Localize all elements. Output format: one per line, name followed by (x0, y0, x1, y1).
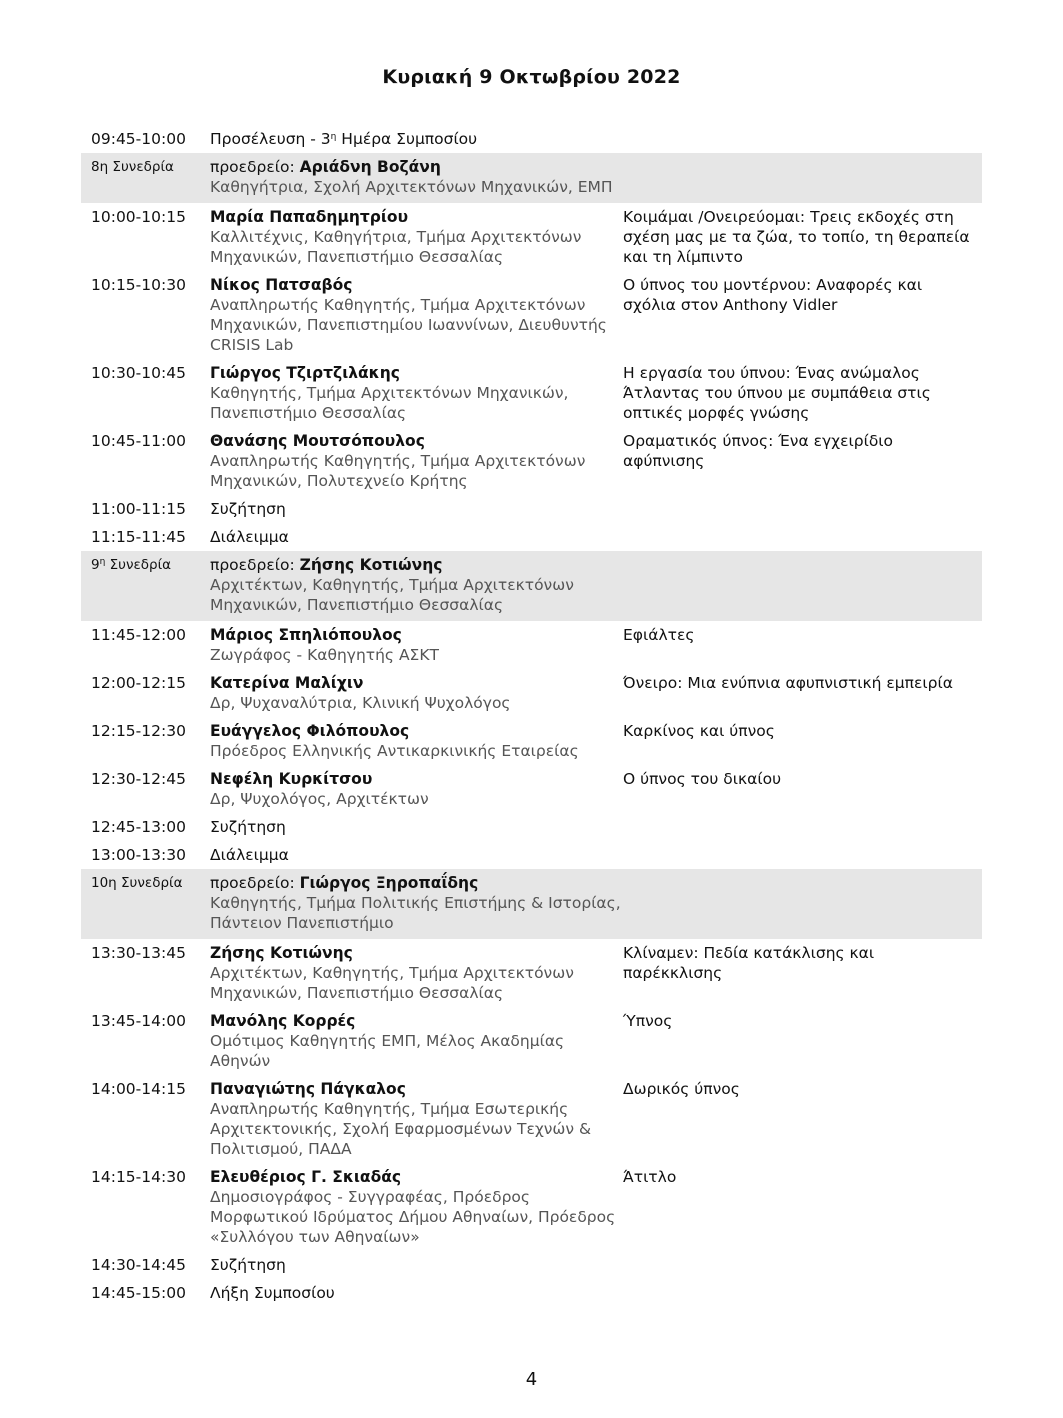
speaker-name: Κατερίνα Μαλίχιν (210, 674, 364, 692)
talk-title: Εφιάλτες (623, 626, 695, 644)
time-slot: 10:30-10:45 (91, 364, 186, 382)
discussion-text: Συζήτηση (210, 500, 286, 518)
schedule-row (81, 669, 982, 717)
schedule-row (81, 621, 982, 669)
schedule-table (81, 125, 982, 1307)
time-slot: 10:15-10:30 (91, 276, 186, 294)
chair-affiliation: Αρχιτέκτων, Καθηγητής, Τμήμα Αρχιτεκτόνων Μηχανικών, Πανεπιστήμιο Θεσσαλίας (210, 576, 574, 614)
speaker (210, 721, 623, 761)
discussion-text: Συζήτηση (210, 1256, 286, 1274)
schedule-row (81, 841, 982, 869)
time-slot: 12:45-13:00 (91, 818, 186, 836)
schedule-row (81, 1007, 982, 1075)
talk-title: Όνειρο: Μια ενύπνια αφυπνιστική εμπειρία (623, 674, 953, 692)
session-label: 10η Συνεδρία (91, 875, 183, 891)
speaker (210, 769, 623, 809)
time-slot: 12:15-12:30 (91, 722, 186, 740)
speaker (210, 1011, 623, 1071)
talk-title: Κλίναμεν: Πεδία κατάκλισης και παρέκκλισης (623, 944, 875, 982)
speaker-name: Θανάσης Μουτσόπουλος (210, 432, 425, 450)
speaker-affiliation: Ζωγράφος - Καθηγητής ΑΣΚΤ (210, 646, 439, 664)
session-chair: προεδρείο: Γιώργος Ξηροπαΐδης Καθηγητής, Τμήμα Πολιτικής Επιστήμης & Ιστορίας, Πάντειον Πανεπιστήμιο (210, 874, 621, 932)
speaker (210, 207, 623, 267)
speaker-name: Νίκος Πατσαβός (210, 276, 353, 294)
time-slot: 11:45-12:00 (91, 626, 186, 644)
speaker-affiliation: Καλλιτέχνις, Καθηγήτρια, Τμήμα Αρχιτεκτόνων Μηχανικών, Πανεπιστήμιο Θεσσαλίας (210, 228, 582, 266)
speaker-name: Μανόλης Κορρές (210, 1012, 356, 1030)
time-slot: 14:00-14:15 (91, 1080, 186, 1098)
session-header-9 (81, 551, 982, 621)
speaker (210, 1167, 623, 1247)
schedule-row (81, 939, 982, 1007)
speaker-name: Ελευθέριος Γ. Σκιαδάς (210, 1168, 402, 1186)
discussion-text: Συζήτηση (210, 818, 286, 836)
schedule-row (81, 765, 982, 813)
schedule-row (81, 1279, 982, 1307)
arrival-text: Προσέλευση - $3^\eta$ Ημέρα Συμποσίου (210, 130, 478, 148)
schedule-row (81, 271, 982, 359)
time-slot: 13:00-13:30 (91, 846, 186, 864)
session-label: 8η Συνεδρία (91, 159, 174, 175)
time-slot: 12:30-12:45 (91, 770, 186, 788)
time-slot: 14:15-14:30 (91, 1168, 186, 1186)
schedule-row (81, 203, 982, 271)
speaker-affiliation: Ομότιμος Καθηγητής ΕΜΠ, Μέλος Ακαδημίας Αθηνών (210, 1032, 565, 1070)
speaker (210, 673, 623, 713)
schedule-row (81, 1251, 982, 1279)
time-slot: 11:00-11:15 (91, 500, 186, 518)
time-slot: 14:30-14:45 (91, 1256, 186, 1274)
talk-title: Ο ύπνος του μοντέρνου: Αναφορές και σχόλια στον Anthony Vidler (623, 276, 923, 314)
time-slot: 11:15-11:45 (91, 528, 186, 546)
time-slot: 10:45-11:00 (91, 432, 186, 450)
time-slot: 13:30-13:45 (91, 944, 186, 962)
speaker-affiliation: Δρ, Ψυχολόγος, Αρχιτέκτων (210, 790, 429, 808)
speaker-affiliation: Αρχιτέκτων, Καθηγητής, Τμήμα Αρχιτεκτόνων Μηχανικών, Πανεπιστήμιο Θεσσαλίας (210, 964, 574, 1002)
session-chair: προεδρείο: Αριάδνη Βοζάνη Καθηγήτρια, Σχολή Αρχιτεκτόνων Μηχανικών, ΕΜΠ (210, 158, 613, 196)
chair-affiliation: Καθηγήτρια, Σχολή Αρχιτεκτόνων Μηχανικών, ΕΜΠ (210, 178, 613, 196)
session-header-10 (81, 869, 982, 939)
speaker-affiliation: Πρόεδρος Ελληνικής Αντικαρκινικής Εταιρείας (210, 742, 579, 760)
schedule-row (81, 495, 982, 523)
time-slot: 09:45-10:00 (91, 130, 186, 148)
page-title: Κυριακή 9 Οκτωβρίου 2022 (382, 66, 681, 88)
speaker-affiliation: Καθηγητής, Τμήμα Αρχιτεκτόνων Μηχανικών, Πανεπιστήμιο Θεσσαλίας (210, 384, 569, 422)
chair-name: Αριάδνη Βοζάνη (299, 158, 441, 176)
session-chair: προεδρείο: Ζήσης Κοτιώνης Αρχιτέκτων, Καθηγητής, Τμήμα Αρχιτεκτόνων Μηχανικών, Πανεπιστήμιο Θεσσαλίας (210, 556, 574, 614)
break-text: Διάλειμμα (210, 846, 289, 864)
time-slot: 14:45-15:00 (91, 1284, 186, 1302)
speaker-affiliation: Αναπληρωτής Καθηγητής, Τμήμα Αρχιτεκτόνων Μηχανικών, Πολυτεχνείο Κρήτης (210, 452, 586, 490)
page-number: 4 (525, 1369, 538, 1390)
speaker (210, 431, 623, 491)
closing-text: Λήξη Συμποσίου (210, 1284, 335, 1302)
speaker-name: Μάριος Σπηλιόπουλος (210, 626, 402, 644)
speaker (210, 363, 623, 423)
chair-name: Ζήσης Κοτιώνης (299, 556, 443, 574)
schedule-row (81, 813, 982, 841)
chair-affiliation: Καθηγητής, Τμήμα Πολιτικής Επιστήμης & Ιστορίας, Πάντειον Πανεπιστήμιο (210, 894, 621, 932)
speaker-affiliation: Δημοσιογράφος - Συγγραφέας, Πρόεδρος Μορφωτικού Ιδρύματος Δήμου Αθηναίων, Πρόεδρος «Συλλόγου των Αθηναίων» (210, 1188, 616, 1246)
talk-title: Οραματικός ύπνος: Ένα εγχειρίδιο αφύπνισης (623, 432, 894, 470)
talk-title: Κοιμάμαι /Ονειρεύομαι: Τρεις εκδοχές στη σχέση μας με τα ζώα, το τοπίο, τη θεραπεία και τη λίμπιντο (623, 208, 970, 266)
speaker (210, 275, 623, 355)
talk-title: Ο ύπνος του δικαίου (623, 770, 782, 788)
time-slot: 13:45-14:00 (91, 1012, 186, 1030)
time-slot: 10:00-10:15 (91, 208, 186, 226)
break-text: Διάλειμμα (210, 528, 289, 546)
speaker (210, 625, 623, 665)
session-header-8 (81, 153, 982, 203)
speaker-name: Νεφέλη Κυρκίτσου (210, 770, 373, 788)
speaker-name: Παναγιώτης Πάγκαλος (210, 1080, 406, 1098)
schedule-row (81, 359, 982, 427)
schedule-row (81, 1163, 982, 1251)
schedule-row (81, 1075, 982, 1163)
speaker (210, 943, 623, 1003)
talk-title: Δωρικός ύπνος (623, 1080, 740, 1098)
schedule-row (81, 427, 982, 495)
schedule-row (81, 717, 982, 765)
talk-title: Άτιτλο (623, 1168, 677, 1186)
talk-title: Η εργασία του ύπνου: Ένας ανώμαλος Άτλαντας του ύπνου με συμπάθεια στις οπτικές μορφές γνώσης (623, 364, 931, 422)
session-label: $9^\eta$ Συνεδρία (91, 557, 172, 573)
schedule-row (81, 523, 982, 551)
chair-name: Γιώργος Ξηροπαΐδης (299, 874, 479, 892)
speaker-affiliation: Δρ, Ψυχαναλύτρια, Κλινική Ψυχολόγος (210, 694, 511, 712)
talk-title: Ύπνος (623, 1012, 673, 1030)
speaker-affiliation: Αναπληρωτής Καθηγητής, Τμήμα Αρχιτεκτόνων Μηχανικών, Πανεπιστημίου Ιωαννίνων, Διευθυντής CRISIS Lab (210, 296, 607, 354)
speaker-affiliation: Αναπληρωτής Καθηγητής, Τμήμα Εσωτερικής Αρχιτεκτονικής, Σχολή Εφαρμοσμένων Τεχνών & Πολιτισμού, ΠΑΔΑ (210, 1100, 592, 1158)
speaker-name: Μαρία Παπαδημητρίου (210, 208, 409, 226)
speaker-name: Γιώργος Τζιρτζιλάκης (210, 364, 400, 382)
schedule-row (81, 125, 982, 153)
time-slot: 12:00-12:15 (91, 674, 186, 692)
talk-title: Καρκίνος και ύπνος (623, 722, 775, 740)
speaker (210, 1079, 623, 1159)
speaker-name: Ευάγγελος Φιλόπουλος (210, 722, 410, 740)
speaker-name: Ζήσης Κοτιώνης (210, 944, 353, 962)
